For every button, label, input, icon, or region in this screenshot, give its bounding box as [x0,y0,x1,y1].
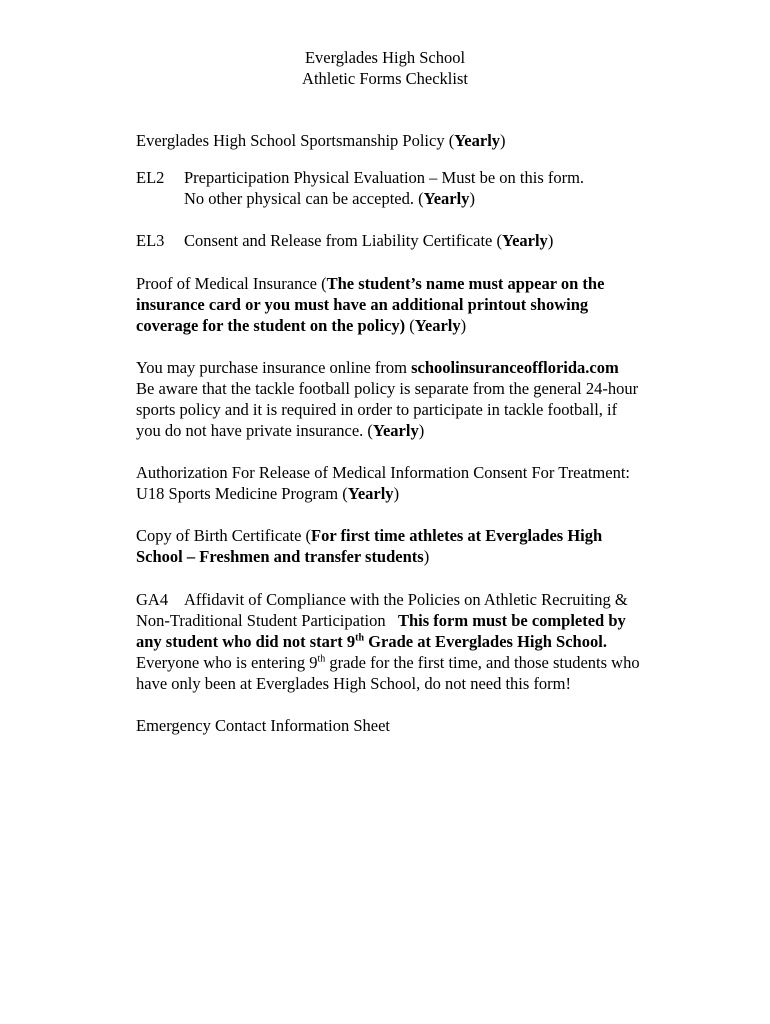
item-text-end: ) [500,131,506,150]
ordinal-suffix: th [355,632,365,644]
item-ga4-affidavit [136,589,696,694]
item-bold-text: Grade at Everglades High School. [364,632,607,651]
item-text: Consent and Release from Liability Certificate ( [184,231,502,250]
item-text: U18 Sports Medicine Program ( [136,484,348,503]
item-text: Authorization For Release of Medical Information Consent For Treatment: [136,463,630,482]
item-text: Emergency Contact Information Sheet [136,716,390,735]
item-text-end: ) [469,189,475,208]
item-emergency-contact [136,715,696,736]
item-text-end: ) [547,231,554,250]
item-text: grade for the first time, and those students who [325,653,640,672]
item-text: have only been at Everglades High School, do not need this form! [136,674,572,693]
item-text-end: ) [418,421,425,440]
item-text: Proof of Medical Insurance ( [136,274,327,293]
yearly-label: Yearly [454,131,501,150]
item-sportsmanship-policy [136,130,696,151]
item-text: Affidavit of Compliance with the Policies on Athletic Recruiting & [184,590,628,609]
item-bold-text: The student’s name must appear on the [326,274,605,293]
yearly-label: Yearly [414,316,461,335]
insurance-website: schoolinsuranceofflorida.com [411,358,619,377]
item-text: No other physical can be accepted. ( [184,189,424,208]
item-bold-text: This form must be completed by [398,611,626,630]
form-code: GA4 [136,590,169,609]
item-text: you do not have private insurance. ( [136,421,373,440]
item-text: Preparticipation Physical Evaluation – Must be on this form. [184,168,585,187]
item-authorization [136,462,696,504]
item-bold-text: any student who did not start 9 [136,632,356,651]
item-bold-text: School – Freshmen and transfer students [136,547,424,566]
item-bold-text: insurance card or you must have an additional printout showing [136,295,589,314]
item-medical-insurance [136,273,696,336]
item-text: Everglades High School Sportsmanship Policy ( [136,131,455,150]
item-text: You may purchase insurance online from [136,358,412,377]
item-el2-physical [136,167,696,209]
item-text: Copy of Birth Certificate ( [136,526,312,545]
item-el3-consent [136,230,696,251]
item-text: Be aware that the tackle football policy is separate from the general 24-hour [136,379,639,398]
item-text: Non-Traditional Student Participation [136,611,386,630]
checklist-title: Athletic Forms Checklist [302,69,468,88]
item-bold-text: For first time athletes at Everglades High [311,526,603,545]
item-text-end: ) [460,316,467,335]
item-bold-text: coverage for the student on the policy) [136,316,406,335]
item-birth-certificate [136,525,696,567]
school-title: Everglades High School [304,48,466,67]
item-text-end: ) [423,547,430,566]
form-code: EL2 [136,168,165,187]
ordinal-suffix: th [317,653,326,665]
item-text: ( [405,316,415,335]
yearly-label: Yearly [423,189,470,208]
item-purchase-insurance [136,357,696,441]
form-code: EL3 [136,231,165,250]
yearly-label: Yearly [501,231,548,250]
yearly-label: Yearly [347,484,394,503]
item-text: sports policy and it is required in order to participate in tackle football, if [136,400,618,419]
yearly-label: Yearly [372,421,419,440]
item-text: Everyone who is entering 9 [136,653,318,672]
item-text-end: ) [393,484,400,503]
